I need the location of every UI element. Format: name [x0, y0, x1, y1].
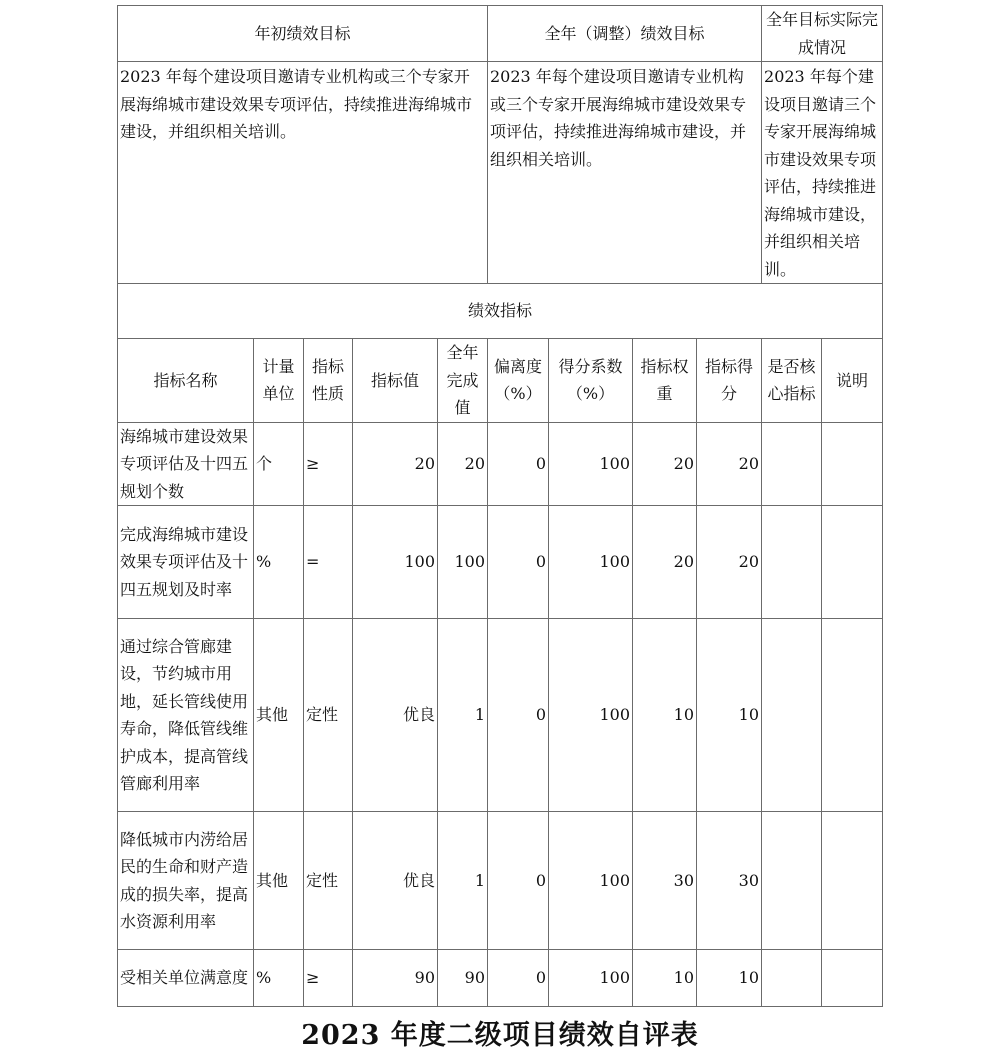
- indicator-score: 20: [697, 506, 762, 619]
- table-row: [118, 619, 883, 812]
- indicator-target: 20: [353, 422, 438, 506]
- indicator-score: 10: [697, 950, 762, 1007]
- indicator-coefficient: 100: [549, 506, 633, 619]
- indicator-score: 10: [697, 619, 762, 812]
- indicator-score: 30: [697, 812, 762, 950]
- indicator-deviation: 0: [488, 950, 549, 1007]
- col-unit: 计量单位: [254, 339, 304, 423]
- col-target-value: 指标值: [353, 339, 438, 423]
- col-core-indicator: 是否核心指标: [762, 339, 822, 423]
- indicator-done: 100: [438, 506, 488, 619]
- indicator-unit: %: [254, 506, 304, 619]
- indicator-coefficient: 100: [549, 422, 633, 506]
- indicator-name: 海绵城市建设效果专项评估及十四五规划个数: [118, 422, 254, 506]
- indicator-target: 优良: [353, 619, 438, 812]
- indicator-done: 1: [438, 619, 488, 812]
- indicator-done: 20: [438, 422, 488, 506]
- indicator-name: 降低城市内涝给居民的生命和财产造成的损失率，提高水资源利用率: [118, 812, 254, 950]
- col-indicator-name: 指标名称: [118, 339, 254, 423]
- table-row: [118, 422, 883, 506]
- indicator-name: 通过综合管廊建设，节约城市用地，延长管线使用寿命，降低管线维护成本，提高管线管廊利用率: [118, 619, 254, 812]
- section-title-row: [118, 284, 883, 339]
- indicator-deviation: 0: [488, 812, 549, 950]
- goal-header-row: [118, 6, 883, 62]
- adjusted-goal-text: 2023 年每个建设项目邀请专业机构或三个专家开展海绵城市建设效果专项评估，持续推进海绵城市建设，并组织相关培训。: [488, 62, 762, 284]
- indicator-unit: %: [254, 950, 304, 1007]
- indicator-deviation: 0: [488, 506, 549, 619]
- indicator-name: 受相关单位满意度: [118, 950, 254, 1007]
- table-row: [118, 506, 883, 619]
- indicator-unit: 其他: [254, 812, 304, 950]
- indicator-nature: =: [304, 506, 353, 619]
- indicator-note: [822, 950, 883, 1007]
- section-title: 绩效指标: [118, 284, 883, 339]
- indicator-core: [762, 619, 822, 812]
- indicator-core: [762, 950, 822, 1007]
- col-score-coefficient: 得分系数（%）: [549, 339, 633, 423]
- indicator-weight: 30: [633, 812, 697, 950]
- actual-completion-header: 全年目标实际完成情况: [762, 6, 883, 62]
- indicator-core: [762, 506, 822, 619]
- indicator-unit: 个: [254, 422, 304, 506]
- indicator-note: [822, 619, 883, 812]
- indicator-weight: 10: [633, 619, 697, 812]
- indicator-coefficient: 100: [549, 619, 633, 812]
- initial-goal-header: 年初绩效目标: [118, 6, 488, 62]
- indicator-core: [762, 812, 822, 950]
- table-row: [118, 950, 883, 1007]
- indicator-deviation: 0: [488, 619, 549, 812]
- indicator-weight: 10: [633, 950, 697, 1007]
- indicator-nature: ≥: [304, 422, 353, 506]
- indicator-coefficient: 100: [549, 812, 633, 950]
- col-nature: 指标性质: [304, 339, 353, 423]
- performance-table: [117, 5, 883, 1007]
- table-row: [118, 812, 883, 950]
- indicator-note: [822, 812, 883, 950]
- indicator-coefficient: 100: [549, 950, 633, 1007]
- indicator-weight: 20: [633, 422, 697, 506]
- goal-content-row: [118, 62, 883, 284]
- indicator-nature: 定性: [304, 619, 353, 812]
- document-title: 2023 年度二级项目绩效自评表: [301, 1020, 699, 1051]
- performance-table-wrapper: [117, 5, 882, 1007]
- indicator-unit: 其他: [254, 619, 304, 812]
- indicator-done: 90: [438, 950, 488, 1007]
- indicator-note: [822, 506, 883, 619]
- col-score: 指标得分: [697, 339, 762, 423]
- initial-goal-text: 2023 年每个建设项目邀请专业机构或三个专家开展海绵城市建设效果专项评估，持续推进海绵城市建设，并组织相关培训。: [118, 62, 488, 284]
- actual-completion-text: 2023 年每个建设项目邀请三个专家开展海绵城市建设效果专项评估，持续推进海绵城市建设，并组织相关培训。: [762, 62, 883, 284]
- indicator-note: [822, 422, 883, 506]
- indicator-deviation: 0: [488, 422, 549, 506]
- indicator-core: [762, 422, 822, 506]
- col-weight: 指标权重: [633, 339, 697, 423]
- col-deviation: 偏离度（%）: [488, 339, 549, 423]
- indicator-name: 完成海绵城市建设效果专项评估及十四五规划及时率: [118, 506, 254, 619]
- col-note: 说明: [822, 339, 883, 423]
- indicator-nature: ≥: [304, 950, 353, 1007]
- column-header-row: [118, 339, 883, 423]
- indicator-target: 90: [353, 950, 438, 1007]
- indicator-target: 100: [353, 506, 438, 619]
- indicator-target: 优良: [353, 812, 438, 950]
- adjusted-goal-header: 全年（调整）绩效目标: [488, 6, 762, 62]
- col-completed-value: 全年完成值: [438, 339, 488, 423]
- indicator-nature: 定性: [304, 812, 353, 950]
- indicator-score: 20: [697, 422, 762, 506]
- indicator-weight: 20: [633, 506, 697, 619]
- indicator-done: 1: [438, 812, 488, 950]
